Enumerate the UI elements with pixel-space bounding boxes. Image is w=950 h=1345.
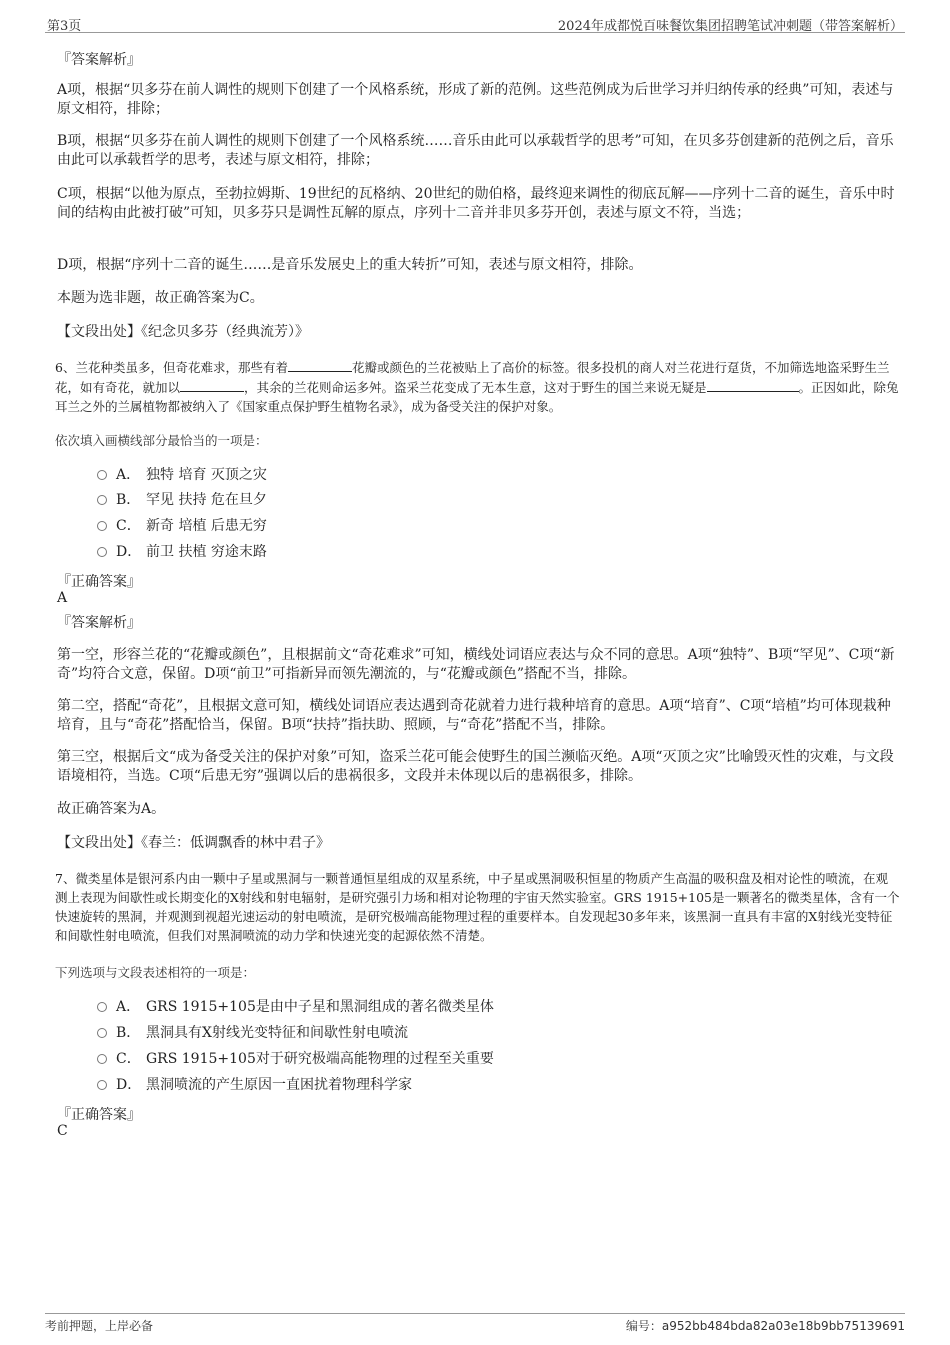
q6-source-title: 《春兰：低调飘香的林中君子》 — [141, 835, 330, 851]
option-letter: D． — [116, 544, 142, 560]
code-value: a952bb484bda82a03e18b9bb75139691 — [661, 1319, 905, 1333]
option-text: 新奇 培植 后患无穷 — [146, 518, 267, 534]
q7-answer: C — [57, 1123, 68, 1139]
radio-icon[interactable] — [97, 1002, 107, 1012]
option-letter: C． — [116, 518, 141, 534]
q6-option-d[interactable] — [97, 541, 267, 563]
q7-option-a[interactable] — [97, 996, 494, 1018]
page-header — [45, 12, 905, 33]
q6-stem-part1: 6、兰花种类虽多，但奇花难求，那些有着 — [55, 360, 288, 375]
q5-analysis-label: 『答案解析』 — [57, 52, 141, 68]
page-number: 第3页 — [47, 19, 82, 34]
q5-source — [57, 323, 897, 342]
q7-option-b[interactable] — [97, 1022, 408, 1044]
q5-analysis-d: D项，根据“序列十二音的诞生……是音乐发展史上的重大转折”可知，表述与原文相符，排除。 — [57, 257, 643, 273]
q6-answer-label: 『正确答案』 — [57, 574, 141, 590]
option-text: 罕见 扶持 危在旦夕 — [146, 492, 267, 508]
q5-source-label: 【文段出处】 — [57, 324, 141, 340]
q6-analysis-3: 第三空，根据后文“成为备受关注的保护对象”可知，盗采兰花可能会使野生的国兰濒临灭绝。A项“灭顶之灾”比喻毁灭性的灾难，与文段语境相符，当选。C项“后患无穷”强调以后的患祸很多，文段并未体现以后的患祸很多，排除。 — [57, 749, 894, 784]
page-footer — [45, 1313, 905, 1334]
option-letter: D． — [116, 1077, 142, 1093]
q5-source-title: 《纪念贝多芬（经典流芳）》 — [141, 324, 309, 340]
radio-icon[interactable] — [97, 1028, 107, 1038]
q6-blank-1 — [288, 357, 352, 372]
q5-analysis-a: A项，根据“贝多芬在前人调性的规则下创建了一个风格系统，形成了新的范例。这些范例成为后世学习并归纳传承的经典”可知，表述与原文相符，排除； — [57, 82, 894, 117]
radio-icon[interactable] — [97, 1054, 107, 1064]
option-text: GRS 1915+105对于研究极端高能物理的过程至关重要 — [146, 1051, 494, 1067]
option-text: 黑洞具有X射线光变特征和间歇性射电喷流 — [146, 1025, 408, 1041]
q5-analysis-c: C项，根据“以他为原点，至勃拉姆斯、19世纪的瓦格纳、20世纪的勋伯格，最终迎来调性的彻底瓦解——序列十二音的诞生，音乐中时间的结构由此被打破”可知，贝多芬只是调性瓦解的原点，序列十二音并非贝多芬开创，表述与原文不符，当选； — [57, 186, 895, 221]
q7-option-d[interactable] — [97, 1074, 412, 1096]
q6-conclusion: 故正确答案为A。 — [57, 801, 166, 817]
q6-source-label: 【文段出处】 — [57, 835, 141, 851]
q6-analysis-1: 第一空，形容兰花的“花瓣或颜色”，且根据前文“奇花难求”可知，横线处词语应表达与众不同的意思。A项“独特”、B项“罕见”、C项“新奇”均符合文意，保留。D项“前卫”可指新异而领先潮流的，与“花瓣或颜色”搭配不当，排除。 — [57, 647, 895, 682]
option-text: 黑洞喷流的产生原因一直困扰着物理科学家 — [146, 1077, 412, 1093]
q6-source — [57, 834, 897, 853]
q5-analysis-b: B项，根据“贝多芬在前人调性的规则下创建了一个风格系统……音乐由此可以承载哲学的思考”可知，在贝多芬创建新的范例之后，音乐由此可以承载哲学的思考，表述与原文相符，排除； — [57, 133, 894, 168]
radio-icon[interactable] — [97, 495, 107, 505]
document-title: 2024年成都悦百味餐饮集团招聘笔试冲刺题（带答案解析） — [557, 19, 903, 34]
q6-prompt: 依次填入画横线部分最恰当的一项是： — [55, 433, 268, 448]
option-text: 独特 培育 灭顶之灾 — [146, 467, 267, 483]
q6-analysis-2: 第二空，搭配“奇花”，且根据文意可知，横线处词语应表达遇到奇花就着力进行栽种培育的意思。A项“培育”、C项“培植”均可体现栽种培育，且与“奇花”搭配恰当，保留。B项“扶持”指扶助、照顾，与“奇花”搭配不当，排除。 — [57, 698, 891, 733]
code-label: 编号： — [625, 1319, 662, 1333]
q6-stem-part2: 花瓣或颜色的兰花被贴上了高价的标签。很多投机的商人对兰花进行趸货，不加筛选地盗采野生兰花，如有奇花，就加以 — [55, 360, 890, 395]
q6-option-b[interactable] — [97, 489, 267, 511]
option-letter: A． — [116, 999, 141, 1015]
q6-stem-part3: ，其余的兰花则命运多舛。盗采兰花变成了无本生意，这对于野生的国兰来说无疑是 — [244, 380, 707, 395]
radio-icon[interactable] — [97, 1080, 107, 1090]
q7-prompt: 下列选项与文段表述相符的一项是： — [55, 965, 256, 980]
radio-icon[interactable] — [97, 521, 107, 531]
q6-answer: A — [57, 590, 68, 606]
q7-stem: 7、微类星体是银河系内由一颗中子星或黑洞与一颗普通恒星组成的双星系统，中子星或黑洞吸积恒星的物质产生高温的吸积盘及相对论性的喷流，在观测上表现为间歇性或长期变化的X射线和射电辐射，是研究强引力场和相对论物理的宇宙天然实验室。GRS 1915+105是一颗著名的微类星体，含有一个快速旋转的黑洞，并观测到视超光速运动的射电喷流，是研究极端高能物理过程的重要样本。自发现起30多年来，该黑洞一直具有丰富的X射线光变特征和间歇性射电喷流，但我们对黑洞喷流的动力学和快速光变的起源依然不清楚。 — [55, 871, 900, 943]
radio-icon[interactable] — [97, 470, 107, 480]
q5-conclusion: 本题为选非题，故正确答案为C。 — [57, 290, 264, 306]
q6-blank-3 — [707, 377, 799, 392]
option-text: GRS 1915+105是由中子星和黑洞组成的著名微类星体 — [146, 999, 494, 1015]
q6-stem — [55, 357, 900, 416]
q7-option-c[interactable] — [97, 1048, 494, 1070]
q6-blank-2 — [180, 377, 244, 392]
document-code — [626, 1317, 905, 1334]
q6-stem-part4: 。正因如此，除兔耳兰之外的兰属植物都被纳入了《国家重点保护野生植物名录》，成为备受关注的保护对象。 — [55, 380, 899, 414]
option-text: 前卫 扶植 穷途末路 — [146, 544, 267, 560]
q6-option-a[interactable] — [97, 464, 267, 486]
q6-option-c[interactable] — [97, 515, 267, 537]
option-letter: B． — [116, 1025, 141, 1041]
q6-analysis-label: 『答案解析』 — [57, 615, 141, 631]
option-letter: C． — [116, 1051, 141, 1067]
footer-slogan: 考前押题，上岸必备 — [45, 1319, 154, 1333]
radio-icon[interactable] — [97, 547, 107, 557]
option-letter: A． — [116, 467, 141, 483]
q7-answer-label: 『正确答案』 — [57, 1107, 141, 1123]
option-letter: B． — [116, 492, 141, 508]
